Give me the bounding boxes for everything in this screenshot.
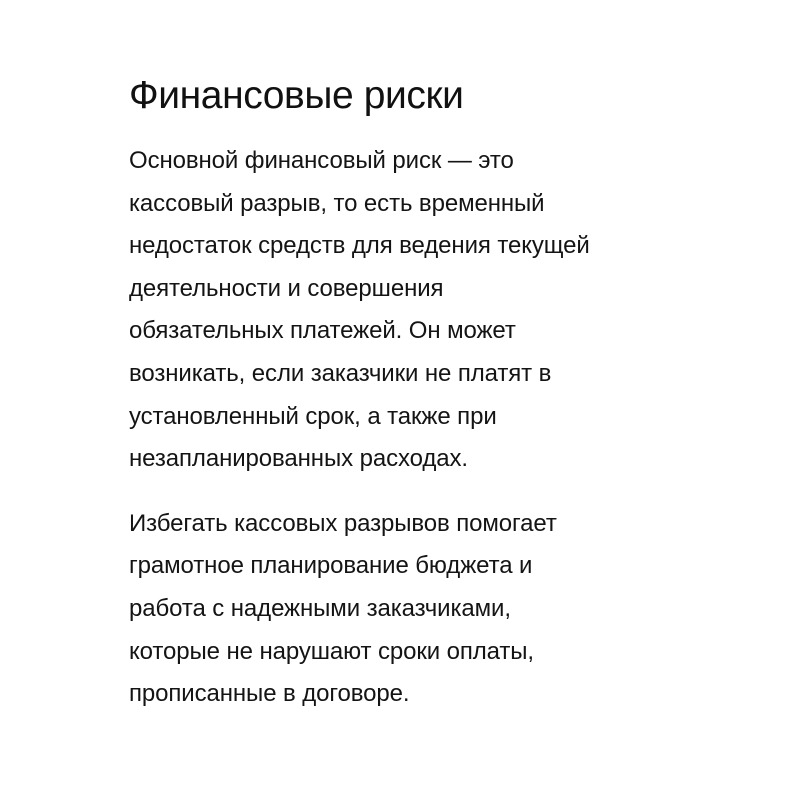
- paragraph-line: установленный срок, а также при: [129, 402, 497, 430]
- paragraph-line: возникать, если заказчики не платят в: [129, 359, 552, 387]
- paragraph-line: которые не нарушают сроки оплаты,: [129, 637, 535, 665]
- paragraph-line: незапланированных расходах.: [129, 445, 468, 473]
- paragraph-line: работа с надежными заказчиками,: [129, 594, 511, 622]
- paragraph-line: грамотное планирование бюджета и: [129, 552, 533, 580]
- paragraph-avoid-cash-gaps: [129, 503, 689, 716]
- paragraph-line: Избегать кассовых разрывов помогает: [129, 509, 557, 537]
- paragraph-cash-gap-risk: [129, 140, 689, 481]
- paragraph-line: недостаток средств для ведения текущей: [129, 232, 590, 260]
- paragraph-line: обязательных платежей. Он может: [129, 317, 516, 345]
- paragraph-line: деятельности и совершения: [129, 274, 444, 302]
- paragraph-line: прописанные в договоре.: [129, 680, 410, 708]
- page-title: Финансовые риски: [129, 74, 464, 117]
- paragraph-line: кассовый разрыв, то есть временный: [129, 189, 545, 217]
- article: [129, 72, 689, 716]
- paragraph-line: Основной финансовый риск — это: [129, 147, 514, 174]
